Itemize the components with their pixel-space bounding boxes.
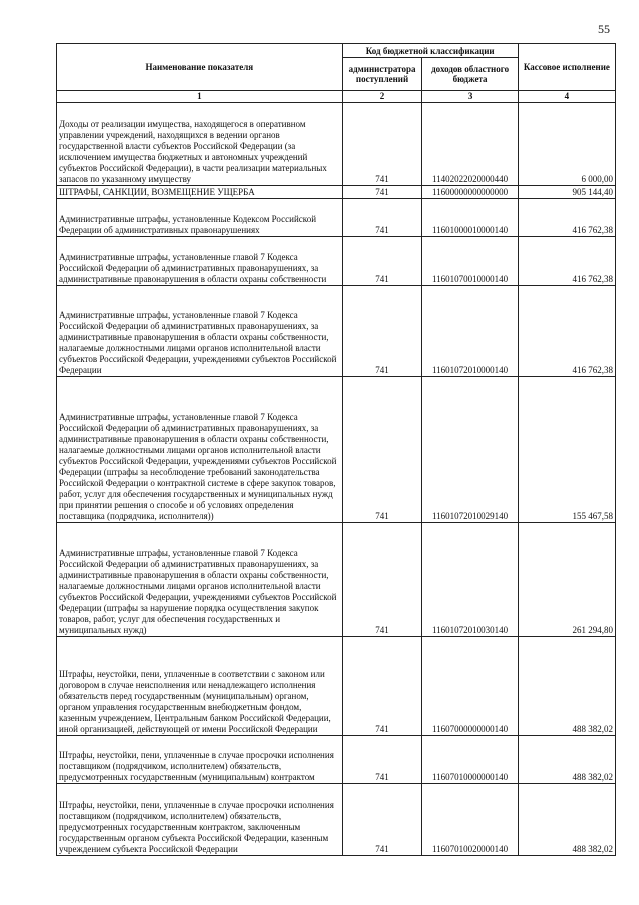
row-amount: 488 382,02: [518, 736, 615, 784]
row-name: Административные штрафы, установленные главой 7 Кодекса Российской Федерации об административных правонарушениях, за административные правонарушения в области охраны собственности, налагаемые должностными лицами органов исполнительной власти субъектов Российской Федерации, учреждениями субъектов Российской Федерации (штрафы за нарушение порядка осуществления закупок товаров, работ, услуг для обеспечения государственных и муниципальных нужд): [59, 548, 337, 635]
row-code: 11601072010000140: [422, 286, 518, 377]
row-amount: 6 000,00: [518, 103, 615, 186]
table-row: [57, 199, 616, 237]
row-admin: 741: [342, 103, 422, 186]
row-code: 11402022020000440: [422, 103, 518, 186]
row-admin: 741: [342, 286, 422, 377]
table-row: [57, 377, 616, 523]
row-name: Административные штрафы, установленные Кодексом Российской Федерации об административных правонарушениях: [59, 214, 317, 235]
row-code: 11601000010000140: [422, 199, 518, 237]
col-number: 2: [342, 91, 422, 103]
row-name: Административные штрафы, установленные главой 7 Кодекса Российской Федерации об административных правонарушениях, за административные правонарушения в области охраны собственности: [57, 237, 343, 286]
row-code: 11601070010000140: [422, 237, 518, 286]
row-admin: 741: [342, 377, 422, 523]
row-amount: 416 762,38: [518, 199, 615, 237]
row-name: Доходы от реализации имущества, находящегося в оперативном управлении учреждений, находящихся в ведении органов государственной власти субъектов Российской Федерации (за исключением имущества бюджетных и автономных учреждений субъектов Российской Федерации), в части реализации материальных запасов по указанному имуществу: [59, 119, 327, 184]
row-admin: 741: [342, 523, 422, 637]
col-number: 3: [422, 91, 518, 103]
table-row: [57, 736, 616, 784]
header-group: Код бюджетной классификации: [342, 44, 518, 58]
row-amount: 261 294,80: [518, 523, 615, 637]
row-amount: 488 382,02: [518, 637, 615, 736]
row-amount: 905 144,40: [518, 186, 615, 199]
row-code: 11607000000000140: [422, 637, 518, 736]
row-amount: 488 382,02: [518, 784, 615, 856]
row-name: Штрафы, неустойки, пени, уплаченные в соответствии с законом или договором в случае неисполнения или ненадлежащего исполнения обязательств перед государственным (муниципальным) органом, органом управления государственным внебюджетным фондом, казенным учреждением, Центральным банком Российской Федерации, иной организацией, действующей от имени Российской Федерации: [59, 669, 331, 734]
row-amount: 155 467,58: [518, 377, 615, 523]
header-name: Наименование показателя: [57, 44, 343, 91]
budget-table: [56, 43, 616, 856]
page-number: 55: [598, 22, 610, 36]
row-admin: 741: [342, 199, 422, 237]
row-code: 11601072010029140: [422, 377, 518, 523]
row-code: 11607010000000140: [422, 736, 518, 784]
row-amount: 416 762,38: [518, 237, 615, 286]
row-code: 11607010020000140: [422, 784, 518, 856]
row-name: ШТРАФЫ, САНКЦИИ, ВОЗМЕЩЕНИЕ УЩЕРБА: [57, 186, 343, 199]
row-admin: 741: [342, 186, 422, 199]
row-name: Штрафы, неустойки, пени, уплаченные в случае просрочки исполнения поставщиком (подрядчиком, исполнителем) обязательств, предусмотренных государственным контрактом, заключенным государственным органом субъекта Российской Федерации, казенным учреждением субъекта Российской Федерации: [57, 784, 343, 856]
row-admin: 741: [342, 637, 422, 736]
col-number: 4: [518, 91, 615, 103]
row-code: 11600000000000000: [422, 186, 518, 199]
row-amount: 416 762,38: [518, 286, 615, 377]
table-row: [57, 784, 616, 856]
table-row: [57, 523, 616, 637]
header-admin: администратора поступлений: [342, 58, 422, 91]
header-income: доходов областного бюджета: [422, 58, 518, 91]
row-name: Административные штрафы, установленные главой 7 Кодекса Российской Федерации об административных правонарушениях, за административные правонарушения в области охраны собственности, налагаемые должностными лицами органов исполнительной власти субъектов Российской Федерации, учреждениями субъектов Российской Федерации: [59, 310, 337, 375]
table-row: [57, 237, 616, 286]
header-amount: Кассовое исполнение: [518, 44, 615, 91]
col-number: 1: [57, 91, 343, 103]
row-name: Штрафы, неустойки, пени, уплаченные в случае просрочки исполнения поставщиком (подрядчиком, исполнителем) обязательств, предусмотренных государственным (муниципальным) контрактом: [57, 736, 343, 784]
table-row: [57, 186, 616, 199]
table-row: [57, 637, 616, 736]
row-code: 11601072010030140: [422, 523, 518, 637]
row-name: Административные штрафы, установленные главой 7 Кодекса Российской Федерации об административных правонарушениях, за административные правонарушения в области охраны собственности, налагаемые должностными лицами органов исполнительной власти субъектов Российской Федерации, учреждениями субъектов Российской Федерации (штрафы за несоблюдение требований законодательства Российской Федерации о контрактной системе в сфере закупок товаров, работ, услуг для обеспечения государственных и муниципальных нужд при принятии решения о способе и об условиях определения поставщика (подрядчика, исполнителя)): [59, 412, 337, 521]
table-row: [57, 103, 616, 186]
table-row: [57, 286, 616, 377]
row-admin: 741: [342, 237, 422, 286]
row-admin: 741: [342, 784, 422, 856]
row-admin: 741: [342, 736, 422, 784]
